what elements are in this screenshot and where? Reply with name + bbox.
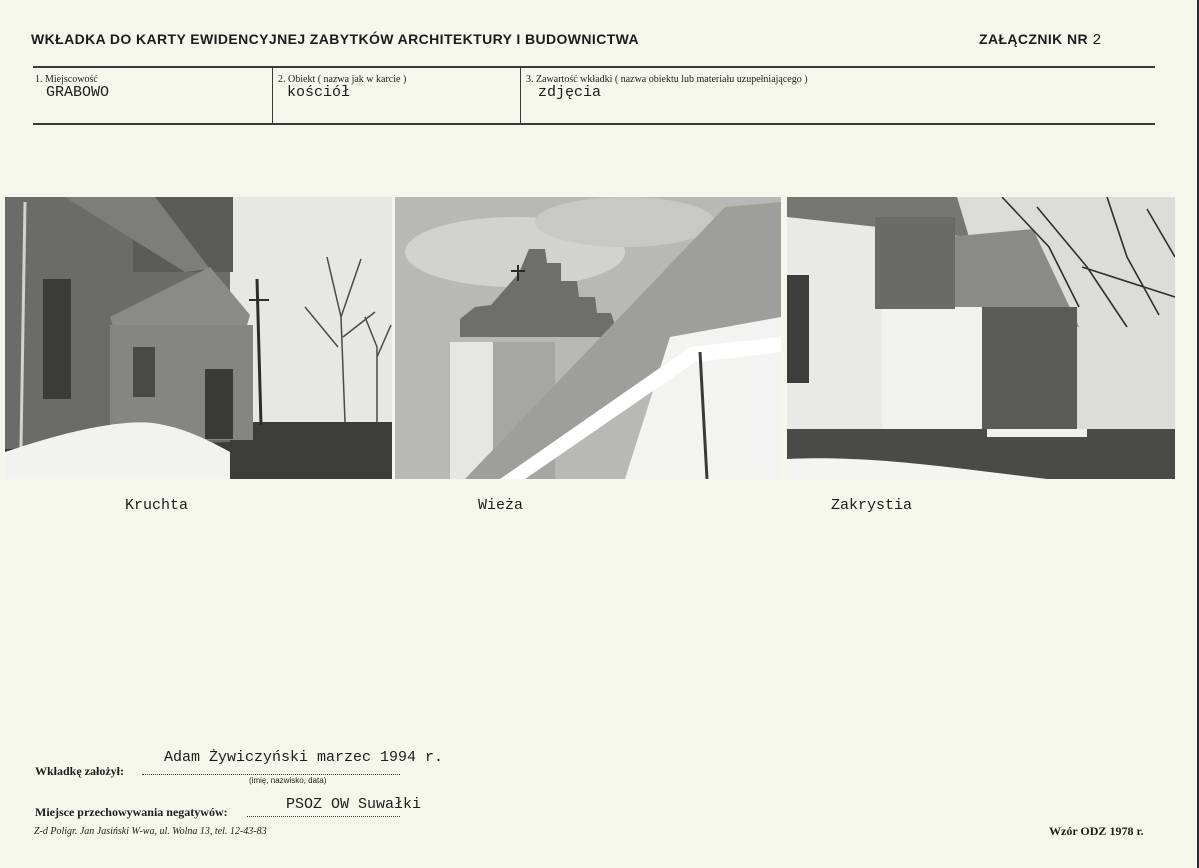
field-value-locality: GRABOWO xyxy=(46,84,110,101)
form-title: WKŁADKA DO KARTY EWIDENCYJNEJ ZABYTKÓW ARCHITEKTURY I BUDOWNICTWA xyxy=(31,31,640,47)
founder-hint: (imię, nazwisko, data) xyxy=(249,776,327,785)
printer-imprint: Z-d Poligr. Jan Jasiński W-wa, ul. Wolna 13, tel. 12-43-83 xyxy=(34,826,267,837)
field-value-contents: zdjęcia xyxy=(538,84,602,101)
negatives-label: Miejsce przechowywania negatywów: xyxy=(35,805,228,819)
founder-dotted-line xyxy=(142,774,400,775)
annex-label-text: ZAŁĄCZNIK NR xyxy=(979,31,1089,47)
photo-sacristy xyxy=(787,197,1175,479)
field-separator xyxy=(520,68,521,124)
caption-tower: Wieża xyxy=(478,497,524,514)
field-value-object: kościół xyxy=(287,84,351,101)
caption-sacristy: Zakrystia xyxy=(831,497,913,514)
negatives-dotted-line xyxy=(247,816,400,817)
caption-porch: Kruchta xyxy=(125,497,189,514)
field-label-object: 2. Obiekt ( nazwa jak w karcie ) xyxy=(278,74,407,85)
field-label-locality: 1. Miejscowość xyxy=(35,74,98,85)
photo-porch xyxy=(5,197,392,479)
founder-label: Wkładkę założył: xyxy=(35,764,124,778)
field-separator xyxy=(272,68,273,124)
annex-label xyxy=(979,31,1102,49)
header-top-rule xyxy=(33,66,1155,68)
negatives-value: PSOZ OW Suwałki xyxy=(286,796,422,813)
annex-number: 2 xyxy=(1092,32,1102,49)
photo-tower xyxy=(395,197,781,479)
header-bottom-rule xyxy=(33,123,1155,125)
form-id: Wzór ODZ 1978 r. xyxy=(1049,824,1144,838)
founder-value: Adam Żywiczyński marzec 1994 r. xyxy=(164,749,444,766)
field-label-contents: 3. Zawartość wkładki ( nazwa obiektu lub materiału uzupełniającego ) xyxy=(526,74,808,85)
